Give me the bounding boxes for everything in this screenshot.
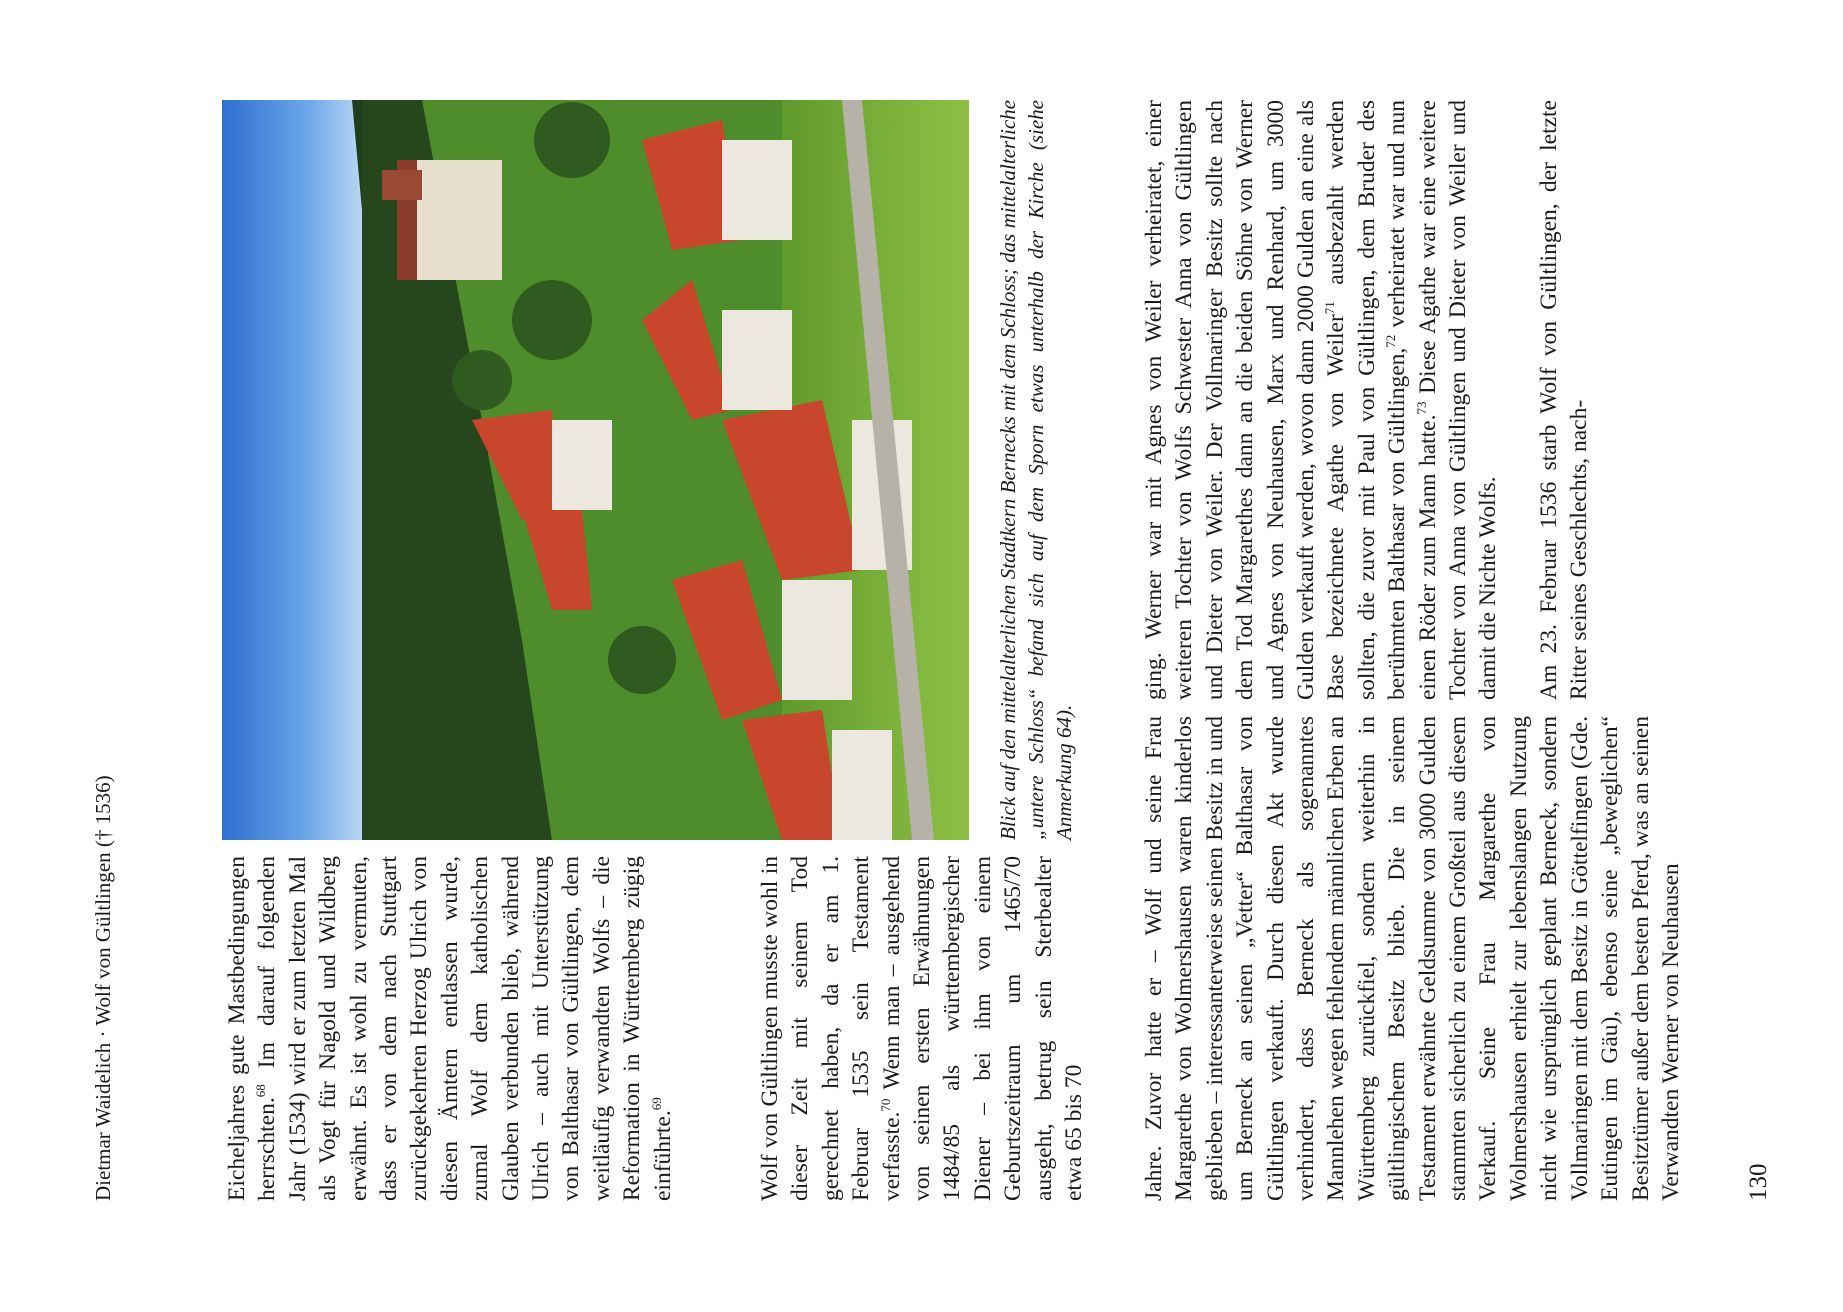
page-number: 130 <box>1745 1163 1772 1201</box>
footnote-ref: 70 <box>877 1098 893 1112</box>
paragraph: Jahre. Zuvor hatte er – Wolf und seine Frau Margarethe von Wolmershausen waren kinderlos geblieben – interessanterweise seinen Besitz in und um Berneck an seinen „Vetter“ Balthasar von Gültlingen verkauft. Durch diesen Akt wurde verhindert, dass Berneck als sogenanntes Mannlehen wegen fehlendem männlichen Erben an Württemberg zurückfiel, sondern weiterhin in gültlingischem Besitz blieb. Die in seinem Testament erwähnte Geldsumme von 3000 Gulden stammten sicherlich zu einem Großteil aus diesem Verkauf. Seine Frau Margarethe von Wolmershausen erhielt zur lebenslangen Nutzung nicht wie ursprünglich geplant Berneck, sondern Vollmaringen mit dem Besitz in Göttelfingen (Gde. Eutingen im Gäu), ebenso seine „beweglichen“ Besitztümer außer dem besten Pferd, was an seinen Verwandten Werner von Neuhausen <box>1141 716 1684 1201</box>
footnote-ref: 68 <box>253 1084 269 1098</box>
footnote-ref: 71 <box>1322 301 1338 315</box>
paragraph: Eicheljahres gute Mastbedingungen herrschten.$^{68}$ Im darauf folgenden Jahr (1534) wird er zum letzten Mal als Vogt für Nagold und Wildberg erwähnt. Es ist wohl zu vermuten, dass er von dem nach Stuttgart zurückgekehrten Herzog Ulrich von diesen Ämtern entlassen wurde, zumal Wolf dem katholischen Glauben verbunden blieb, während Ulrich – auch mit Unterstützung von Balthasar von Gültlingen, dem weitläufig verwandten Wolfs – die Reformation in Württemberg zügig einführte.$^{69}$ <box>224 856 676 1201</box>
paragraph: ging. Werner war mit Agnes von Weiler verheiratet, einer weiteren Tochter von Wolfs Schwester Anna von Gültlingen und Dieter von Weiler. Der Vollmaringer Besitz sollte nach dem Tod Margarethes dann an die beiden Söhne von Werner und Agnes von Neuhausen, Marx und Renhard, um 3000 Gulden verkauft werden, wovon dann 2000 Gulden an eine als Base bezeichnete Agathe von Weiler$^{71}$ ausbezahlt werden sollten, die zuvor mit Paul von Gültlingen, dem Bruder des berühmten Balthasar von Gültlingen,$^{72}$ verheiratet war und nun einen Röder zum Mann hatte.$^{73}$ Diese Agathe war eine weitere Tochter von Anna von Gültlingen und Dieter von Weiler und damit die Nichte Wolfs. <box>1141 100 1502 700</box>
town-photo <box>222 100 969 840</box>
figure-caption: Blick auf den mittelalterlichen Stadtkern Bernecks mit dem Schloss; das mittelalterliche „untere Schloss“ befand sich auf dem Sporn etwas unterhalb der Kirche (siehe Anmerkung 64). <box>996 100 1076 840</box>
text-column-upper-left <box>222 856 678 1201</box>
footnote-ref: 72 <box>1383 334 1399 348</box>
paragraph: Am 23. Februar 1536 starb Wolf von Gültlingen, der letzte Ritter seines Geschlechts, nach- <box>1535 100 1593 700</box>
footnote-ref: 69 <box>648 1097 664 1111</box>
footnote-ref: 73 <box>1413 401 1429 415</box>
text-column-right <box>1139 100 1595 700</box>
paragraph: Wolf von Gültlingen musste wohl in dieser Zeit mit seinem Tod gerechnet haben, da er am 1. Februar 1535 sein Testament verfasste.$^{70}$ Wenn man – ausgehend von seinen ersten Erwähnungen 1484/85 als württembergischer Diener – bei ihm von einem Geburtszeitraum um 1465/70 ausgeht, betrug sein Sterbealter etwa 65 bis 70 <box>757 856 1088 1201</box>
text-column-bottom-left <box>1139 716 1686 1201</box>
text-column-lower-left <box>755 856 1089 1201</box>
running-header: Dietmar Waidelich · Wolf von Gültlingen († 1536) <box>91 775 115 1201</box>
